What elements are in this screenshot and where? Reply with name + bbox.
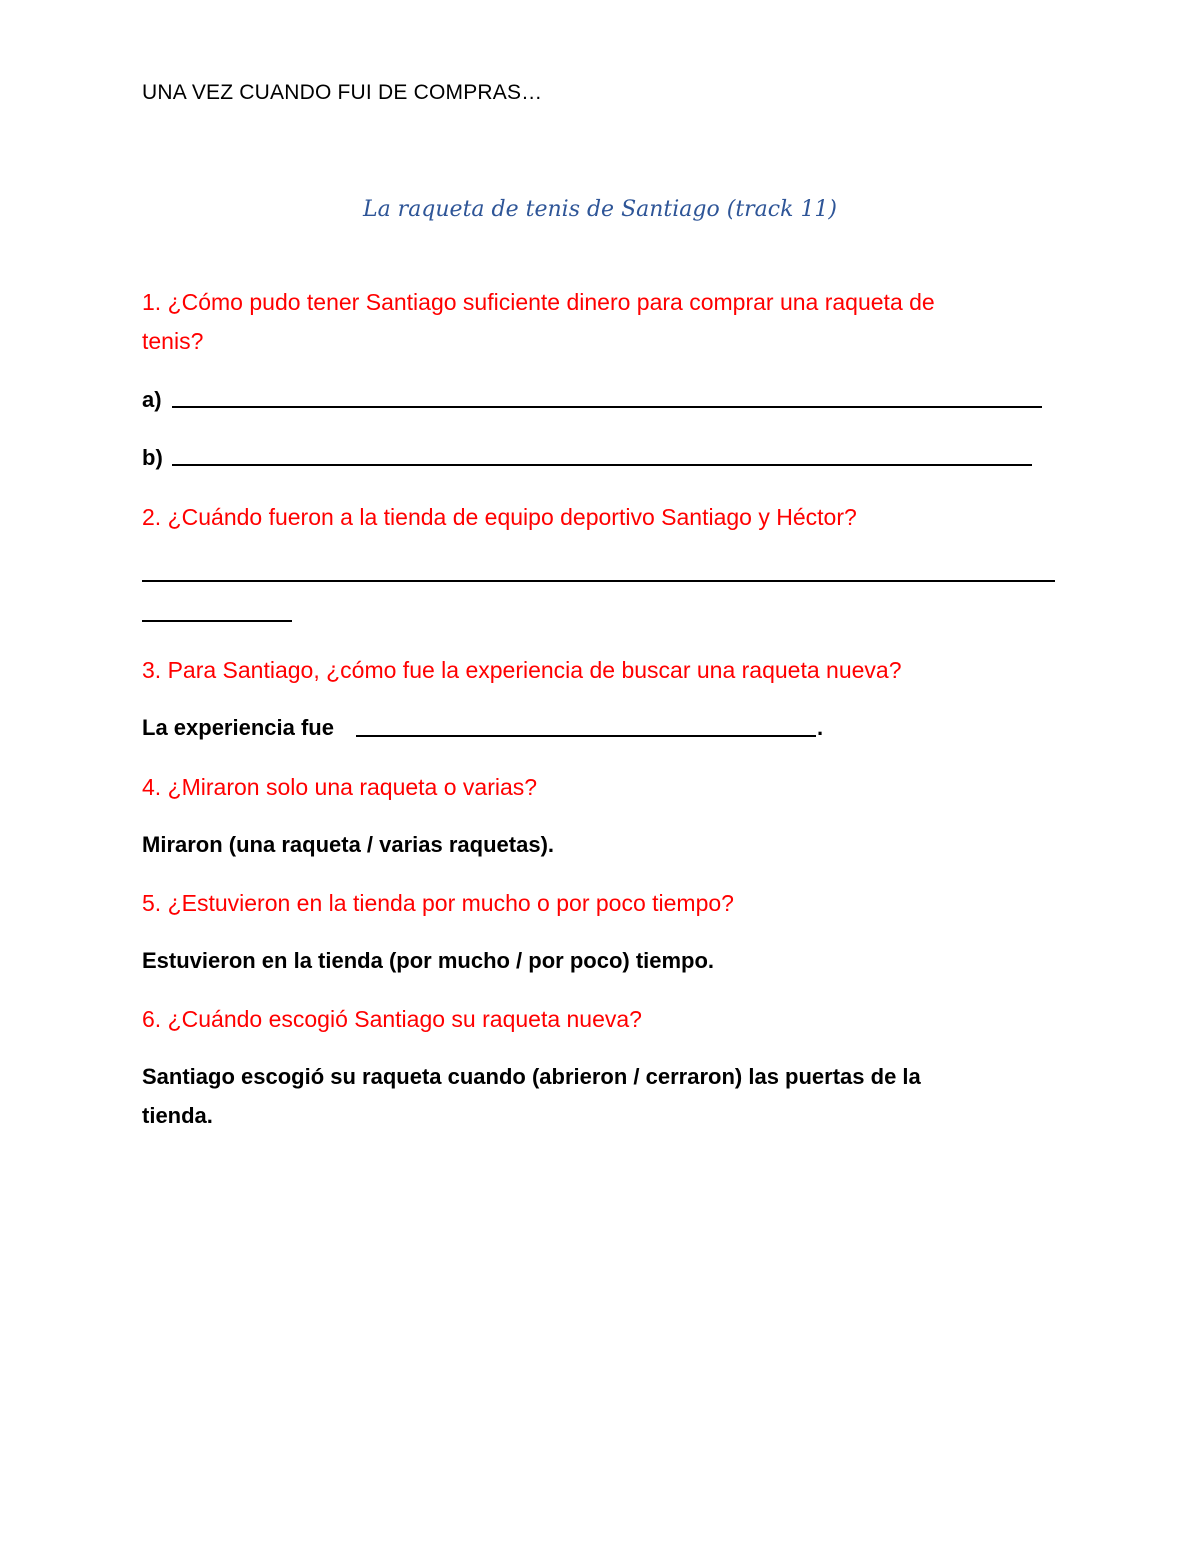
question-1-text-continued: tenis? xyxy=(142,328,204,354)
question-6-answer: Santiago escogió su raqueta cuando (abrieron / cerraron) las puertas de la xyxy=(142,1064,921,1089)
question-3-answer-prefix: La experiencia fue xyxy=(142,715,334,740)
answer-a-blank[interactable] xyxy=(172,406,1042,408)
question-1-text: 1. ¿Cómo pudo tener Santiago suficiente dinero para comprar una raqueta de xyxy=(142,289,935,315)
question-4-text: 4. ¿Miraron solo una raqueta o varias? xyxy=(142,774,538,800)
question-2-blank-line-2[interactable] xyxy=(142,620,292,622)
answer-a-label: a) xyxy=(142,387,162,412)
question-4-answer: Miraron (una raqueta / varias raquetas). xyxy=(142,832,555,857)
worksheet-subtitle: La raqueta de tenis de Santiago (track 11) xyxy=(362,197,838,222)
question-5-text: 5. ¿Estuvieron en la tienda por mucho o por poco tiempo? xyxy=(142,890,734,916)
question-3-text: 3. Para Santiago, ¿cómo fue la experiencia de buscar una raqueta nueva? xyxy=(142,657,902,683)
page-header-title: UNA VEZ CUANDO FUI DE COMPRAS… xyxy=(142,81,543,104)
question-2-blank-line-1[interactable] xyxy=(142,580,1055,582)
answer-b-label: b) xyxy=(142,445,163,470)
question-6-text: 6. ¿Cuándo escogió Santiago su raqueta nueva? xyxy=(142,1006,642,1032)
answer-b-blank[interactable] xyxy=(172,464,1032,466)
question-5-answer: Estuvieron en la tienda (por mucho / por poco) tiempo. xyxy=(142,948,715,973)
question-2-text: 2. ¿Cuándo fueron a la tienda de equipo deportivo Santiago y Héctor? xyxy=(142,504,857,530)
question-3-answer-suffix: . xyxy=(817,715,824,740)
question-6-answer-continued: tienda. xyxy=(142,1103,213,1128)
question-3-answer-blank[interactable] xyxy=(356,735,816,737)
